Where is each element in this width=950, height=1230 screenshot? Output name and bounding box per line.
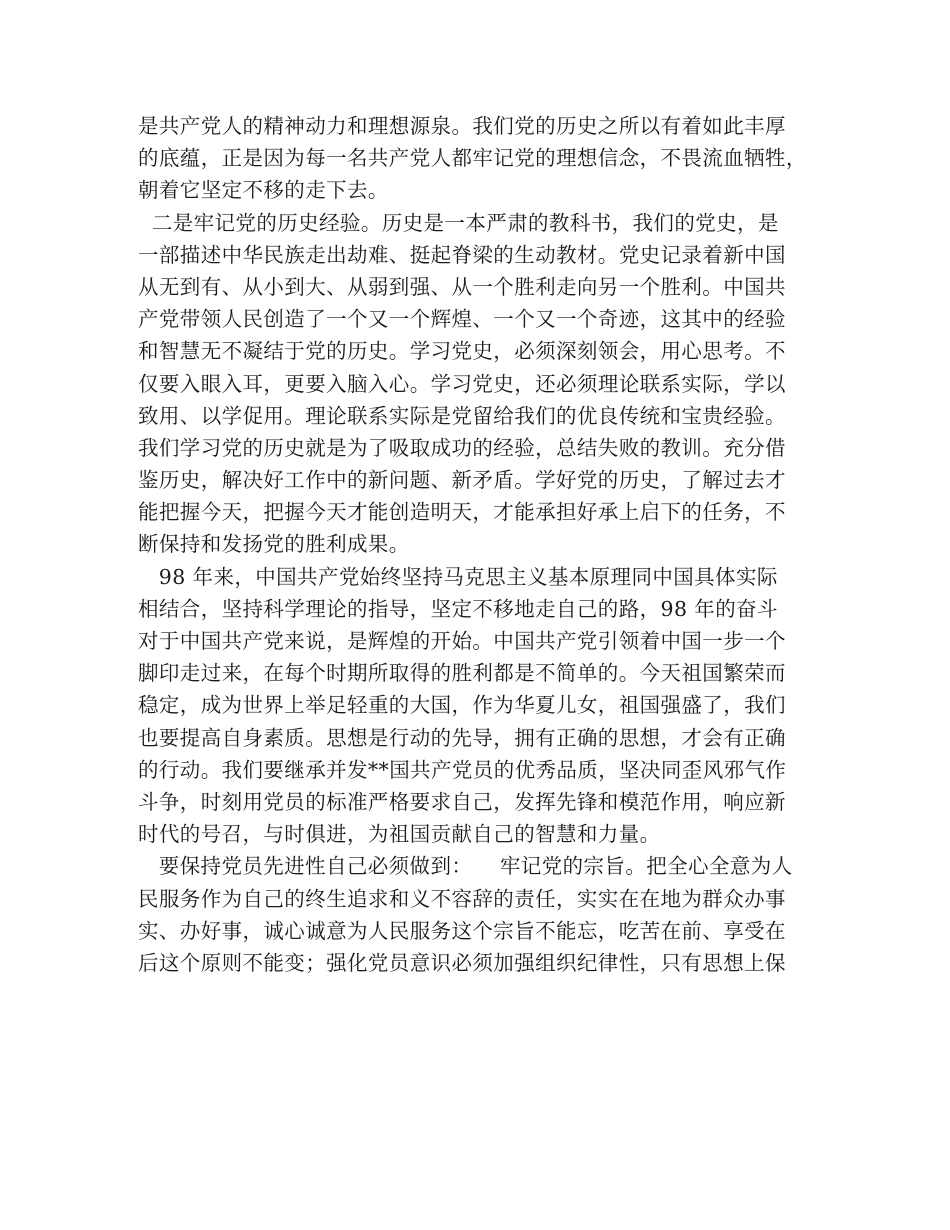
text-line: 我们学习党的历史就是为了吸取成功的经验，总结失败的教训。充分借 [138,435,786,460]
text-line: 鉴历史，解决好工作中的新问题、新矛盾。学好党的历史，了解过去才 [138,468,786,493]
text-line: 脚印走过来，在每个时期所取得的胜利都是不简单的。今天祖国繁荣而 [138,661,786,686]
text-line: 一部描述中华民族走出劫难、挺起脊梁的生动教材。党史记录着新中国 [138,242,786,267]
text-line: 的行动。我们要继承并发**国共产党员的优秀品质，坚决同歪风邪气作 [138,757,787,782]
text-line: 能把握今天，把握今天才能创造明天，才能承担好承上启下的任务，不 [138,500,786,525]
text-line: 仅要入眼入耳，更要入脑入心。学习党史，还必须理论联系实际，学以 [138,371,786,396]
text-line: 的底蕴，正是因为每一名共产党人都牢记党的理想信念，不畏流血牺牲， [138,146,807,171]
text-line: 相结合，坚持科学理论的指导，坚定不移地走自己的路，98 年的奋斗 [138,596,778,621]
text-line: 要保持党员先进性自己必须做到： 牢记党的宗旨。把全心全意为人 [138,854,793,879]
text-line: 朝着它坚定不移的走下去。 [138,178,389,203]
text-line: 从无到有、从小到大、从弱到强、从一个胜利走向另一个胜利。中国共 [138,274,786,299]
text-line: 实、办好事，诚心诚意为人民服务这个宗旨不能忘，吃苦在前、享受在 [138,918,786,943]
text-line: 致用、以学促用。理论联系实际是党留给我们的优良传统和宝贵经验。 [138,403,786,428]
text-line: 是共产党人的精神动力和理想源泉。我们党的历史之所以有着如此丰厚 [138,114,786,138]
text-line: 也要提高自身素质。思想是行动的先导，拥有正确的思想，才会有正确 [138,725,786,750]
document-body [138,110,828,979]
text-line: 稳定，成为世界上举足轻重的大国，作为华夏儿女，祖国强盛了，我们 [138,693,786,718]
text-line: 产党带领人民创造了一个又一个辉煌、一个又一个奇迹，这其中的经验 [138,307,786,332]
text-line: 二是牢记党的历史经验。历史是一本严肃的教科书，我们的党史，是 [138,210,779,235]
text-line: 民服务作为自己的终生追求和义不容辞的责任，实实在在地为群众办事 [138,886,786,911]
text-line: 后这个原则不能变；强化党员意识必须加强组织纪律性，只有思想上保 [138,950,786,975]
text-line: 斗争，时刻用党员的标准严格要求自己，发挥先锋和模范作用，响应新 [138,789,786,814]
text-line: 断保持和发扬党的胜利成果。 [138,532,410,557]
text-line: 时代的号召，与时俱进，为祖国贡献自己的智慧和力量。 [138,822,661,847]
text-line: 和智慧无不凝结于党的历史。学习党史，必须深刻领会，用心思考。不 [138,339,786,364]
text-line: 98 年来，中国共产党始终坚持马克思主义基本原理同中国具体实际 [138,564,778,589]
text-line: 对于中国共产党来说，是辉煌的开始。中国共产党引领着中国一步一个 [138,629,786,653]
